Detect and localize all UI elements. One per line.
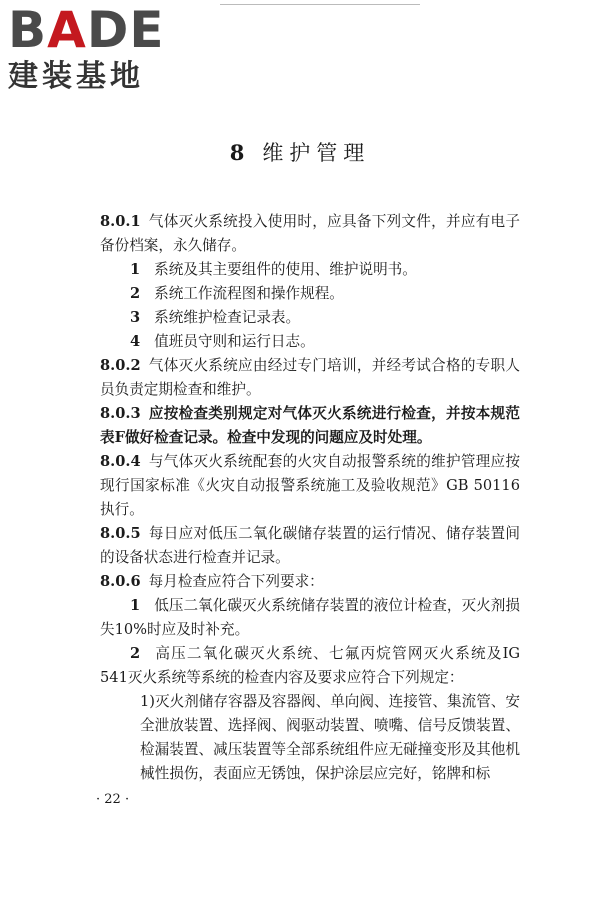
clause-text: 每日应对低压二氧化碳储存装置的运行情况、储存装置间的设备状态进行检查并记录。 [100, 525, 520, 566]
clause-number: 8.0.1 [100, 213, 141, 230]
list-item: 2 高压二氧化碳灭火系统、七氟丙烷管网灭火系统及IG 541灭火系统等系统的检查内容及要求应符合下列规定： [100, 645, 520, 686]
clause-text: 与气体灭火系统配套的火灾自动报警系统的维护管理应按现行国家标准《火灾自动报警系统施工及验收规范》GB 50116执行。 [100, 453, 520, 518]
clause-number: 8.0.2 [100, 357, 141, 374]
clause-text: 气体灭火系统投入使用时，应具备下列文件，并应有电子备份档案，永久储存。 [100, 213, 520, 254]
section-8-0-2 [100, 354, 520, 402]
clause-number: 8.0.6 [100, 573, 141, 590]
clause-number: 8.0.4 [100, 453, 141, 470]
top-scan-line [220, 4, 420, 5]
section-8-0-6 [100, 570, 520, 594]
list-item: 4 值班员守则和运行日志。 [130, 333, 315, 350]
document-body [100, 210, 520, 786]
list-item: 1 低压二氧化碳灭火系统储存装置的液位计检查，灭火剂损失10%时应及时补充。 [100, 597, 520, 638]
clause-text: 每月检查应符合下列要求： [148, 573, 324, 590]
logo-subtitle: 建装基地 [8, 59, 144, 94]
clause-text: 应按检查类别规定对气体灭火系统进行检查，并按本规范表F做好检查记录。检查中发现的问题应及时处理。 [100, 405, 520, 446]
section-8-0-5 [100, 522, 520, 570]
chapter-heading: 维护管理 [262, 141, 371, 165]
page-number: · 22 · [96, 792, 130, 807]
clause-number: 8.0.5 [100, 525, 141, 542]
clause-number: 8.0.3 [100, 405, 141, 422]
section-8-0-1 [100, 210, 520, 258]
sub-list-item: 1)灭火剂储存容器及容器阀、单向阀、连接管、集流管、安全泄放装置、选择阀、阀驱动装置、喷嘴、信号反馈装置、检漏装置、减压装置等全部系统组件应无碰撞变形及其他机械性损伤，表面应无锈蚀，保护涂层应完好，铭牌和标 [140, 693, 520, 782]
logo-wordmark: BADE [8, 1, 165, 59]
section-8-0-4 [100, 450, 520, 522]
section-8-0-3 [100, 402, 520, 450]
list-item: 3 系统维护检查记录表。 [130, 309, 301, 326]
watermark-logo [8, 2, 165, 94]
chapter-title [0, 140, 600, 166]
list-item: 1 系统及其主要组件的使用、维护说明书。 [130, 261, 417, 278]
clause-text: 气体灭火系统应由经过专门培训，并经考试合格的专职人员负责定期检查和维护。 [100, 357, 520, 398]
chapter-number: 8 [229, 140, 245, 165]
list-item: 2 系统工作流程图和操作规程。 [130, 285, 344, 302]
